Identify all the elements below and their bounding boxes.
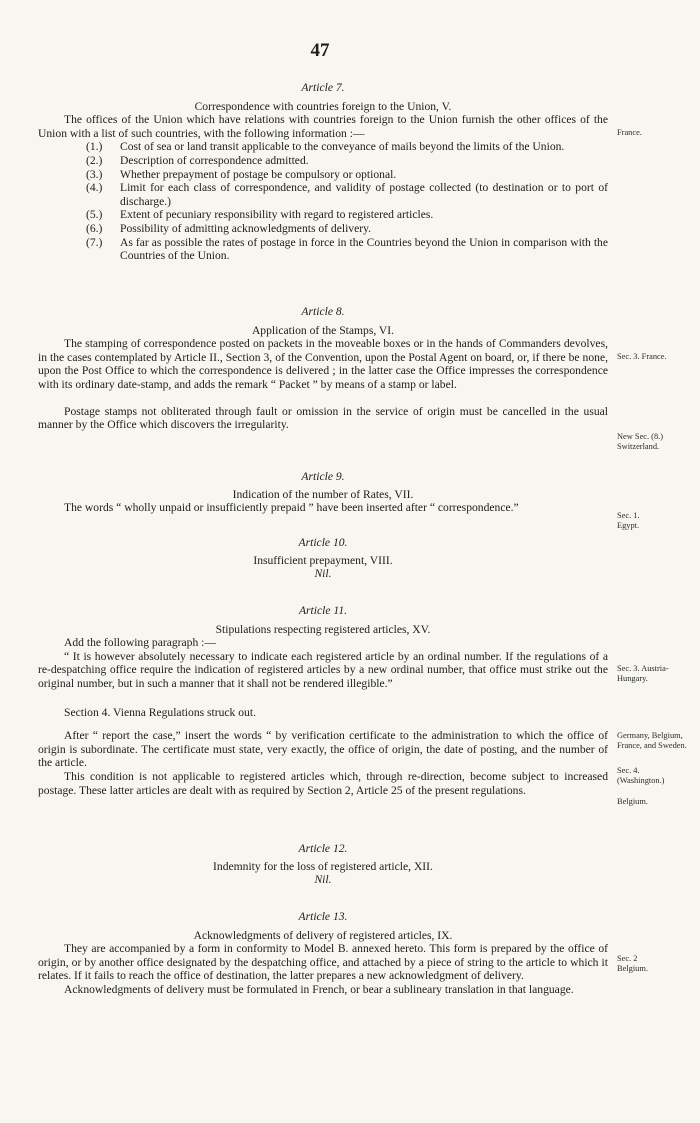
margin-note: Sec. 4. (Washington.)	[617, 766, 665, 785]
article-11-paragraph: This condition is not applicable to registered articles which, through re-direction, become subject to increased postage. These latter articles are dealt with as required by Section 2, Article 25 of the present regulations.	[38, 769, 608, 797]
article-7-item: (7.) As far as possible the rates of postage in force in the Countries beyond the Union in comparison with the Countries of the Union.	[86, 235, 608, 263]
article-10-heading: Article 10.	[298, 536, 348, 549]
article-8-paragraph: The stamping of correspondence posted on packets in the moveable boxes or in the hands of Commanders devolves, in the cases contemplated by Article II., Section 3, of the Convention, upon the Postal Agent on board, or, if there be none, upon the Post Office to which the correspondence is delivered ; in the latter case the Office impresses the correspondence with its ordinary date-stamp, and adds the remark “ Packet ” by means of a stamp or label.	[38, 337, 608, 391]
article-12	[38, 842, 608, 887]
article-13-heading: Article 13.	[298, 910, 348, 923]
margin-note: Sec. 3. France.	[617, 352, 667, 361]
article-11-section-4: Section 4. Vienna Regulations struck out.	[64, 705, 256, 719]
margin-note: Sec. 2 Belgium.	[617, 954, 648, 973]
article-12-heading: Article 12.	[298, 842, 348, 855]
article-8-subheading: Application of the Stamps, VI.	[251, 323, 395, 337]
article-9-heading: Article 9.	[301, 470, 345, 483]
article-9	[38, 470, 608, 515]
article-9-paragraph: The words “ wholly unpaid or insufficiently prepaid ” have been inserted after “ correspondence.”	[64, 501, 519, 515]
article-7-intro: The offices of the Union which have relations with countries foreign to the Union furnish the other offices of the Union with a list of such countries, with the following information :—	[38, 113, 608, 140]
article-8-paragraph: Postage stamps not obliterated through fault or omission in the service of origin must be cancelled in the usual manner by the Office which discovers the irregularity.	[38, 404, 608, 432]
article-10	[38, 536, 608, 581]
margin-note: France.	[617, 128, 642, 137]
margin-note: Germany, Belgium, France, and Sweden.	[617, 731, 687, 750]
article-12-subheading: Indemnity for the loss of registered article, XII.	[213, 859, 433, 873]
article-7-subheading: Correspondence with countries foreign to the Union, V.	[194, 99, 452, 113]
article-11-paragraph: Add the following paragraph :—	[64, 636, 216, 650]
article-11-paragraph: After “ report the case,” insert the words “ by verification certificate to the administration to which the office of origin is subordinate. The certificate must state, very exactly, the office of origin, the date of posting, and the number of the article.	[38, 729, 608, 770]
margin-note: Sec. 1. Egypt.	[617, 511, 640, 530]
article-10-nil: Nil.	[314, 567, 332, 581]
article-7-heading: Article 7.	[301, 81, 345, 94]
article-13-subheading: Acknowledgments of delivery of registered articles, IX.	[193, 928, 453, 942]
article-13-paragraph: They are accompanied by a form in conformity to Model B. annexed hereto. This form is prepared by the office of origin, or by another office designated by the despatching office, and attached by a piece of string to the article to which it relates. If it fails to reach the office of destination, the latter prepares a new acknowledgment of delivery.	[38, 942, 608, 983]
article-11-heading: Article 11.	[298, 604, 348, 617]
article-9-subheading: Indication of the number of Rates, VII.	[232, 487, 414, 501]
margin-note: Belgium.	[617, 797, 648, 806]
article-7-item: (1.) Cost of sea or land transit applicable to the conveyance of mails beyond the limits of the Union.	[86, 140, 565, 154]
article-10-subheading: Insufficient prepayment, VIII.	[253, 553, 393, 567]
article-11-subheading: Stipulations respecting registered articles, XV.	[215, 622, 431, 636]
margin-note: New Sec. (8.) Switzerland.	[617, 432, 664, 451]
article-13	[38, 910, 608, 997]
article-12-nil: Nil.	[314, 873, 332, 887]
article-7-item: (2.) Description of correspondence admitted.	[86, 153, 309, 167]
article-8-heading: Article 8.	[301, 305, 345, 318]
article-7-item: (4.) Limit for each class of correspondence, and validity of postage collected (to destination or to port of discharge.)	[86, 181, 608, 208]
article-7	[38, 81, 608, 263]
article-13-paragraph: Acknowledgments of delivery must be formulated in French, or bear a sublineary translation in that language.	[64, 982, 574, 996]
margin-note: Sec. 3. Austria-Hungary.	[617, 664, 669, 683]
article-7-item: (5.) Extent of pecuniary responsibility with regard to registered articles.	[86, 208, 434, 222]
article-11-quote: “ It is however absolutely necessary to indicate each registered article by an ordinal number. If the regulations of a re-despatching office require the indication of registered articles by a new ordinal number, that office must strike out the original number, but in such a manner that it shall not be rendered illegible.”	[38, 649, 608, 690]
article-7-item: (6.) Possibility of admitting acknowledgments of delivery.	[86, 221, 372, 235]
article-8	[38, 305, 608, 432]
article-7-item: (3.) Whether prepayment of postage be compulsory or optional.	[86, 167, 397, 181]
article-11	[38, 604, 608, 797]
page-number: 47	[310, 40, 330, 61]
